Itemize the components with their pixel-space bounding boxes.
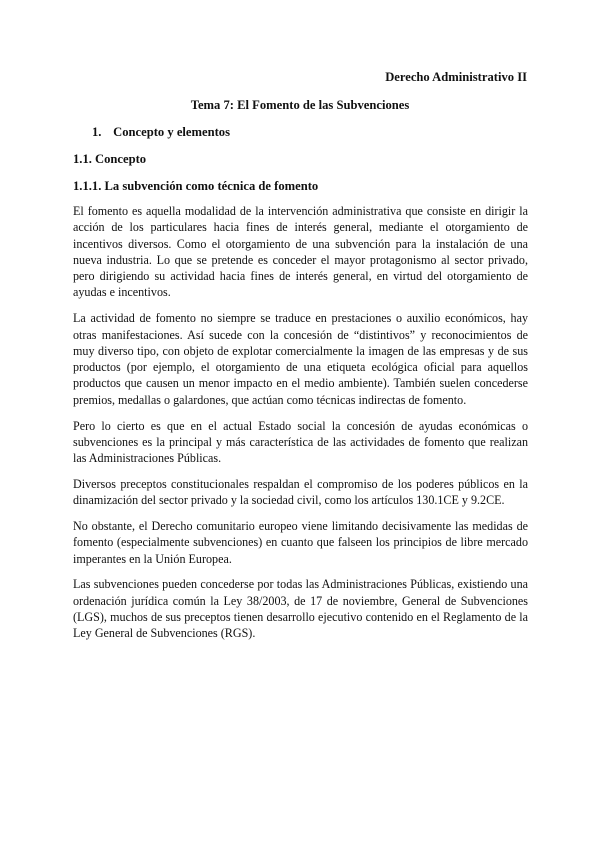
paragraph-4: Diversos preceptos constitucionales respaldan el compromiso de los poderes públicos en la dinamización del sector privado y la sociedad civil, como los artículos 130.1CE y 9.2CE. [73, 476, 528, 508]
section-heading-1 [92, 125, 230, 140]
paragraph-2: La actividad de fomento no siempre se traduce en prestaciones o auxilio económicos, hay otras manifestaciones. Así sucede con la concesión de “distintivos” y reconocimientos de muy diverso tipo, con objeto de explotar comercialmente la imagen de las empresas y de sus productos (por ejemplo, el otorgamiento de una etiqueta ecológica oficial para aquellos productos que causen un menor impacto en el medio ambiente). También suelen concederse premios, medallas o galardones, que actúan como técnicas indirectas de fomento. [73, 311, 528, 407]
page-title: Tema 7: El Fomento de las Subvenciones [190, 98, 410, 112]
section-number: 1. [92, 125, 102, 139]
subsubsection-heading: 1.1.1. La subvención como técnica de fomento [73, 179, 319, 193]
body-text [73, 203, 528, 651]
subsection-heading: 1.1. Concepto [73, 152, 147, 166]
paragraph-1: El fomento es aquella modalidad de la intervención administrativa que consiste en dirigir la acción de los particulares hacia fines de interés general, mediante el otorgamiento de incentivos diversos. Como el otorgamiento de una subvención para la instalación de una nueva industria. Lo que se pretende es conceder el mayor protagonismo al sector privado, pero dirigiendo su actividad hacia fines de interés general, en virtud del otorgamiento de ayudas e incentivos. [73, 204, 528, 300]
paragraph-5: No obstante, el Derecho comunitario europeo viene limitando decisivamente las medidas de fomento (especialmente subvenciones) en cuanto que falseen los principios de libre mercado imperantes en la Unión Europea. [73, 519, 528, 566]
section-heading-text: Concepto y elementos [113, 125, 230, 139]
paragraph-3: Pero lo cierto es que en el actual Estado social la concesión de ayudas económicas o subvenciones es la principal y más característica de las actividades de fomento que realizan las Administraciones Públicas. [73, 418, 528, 466]
paragraph-6: Las subvenciones pueden concederse por todas las Administraciones Públicas, existiendo una ordenación jurídica común la Ley 38/2003, de 17 de noviembre, General de Subvenciones (LGS), muchos de sus preceptos tienen desarrollo ejecutivo contenido en el Reglamento de la Ley General de Subvenciones (RGS). [73, 577, 528, 641]
course-header: Derecho Administrativo II [385, 70, 527, 84]
